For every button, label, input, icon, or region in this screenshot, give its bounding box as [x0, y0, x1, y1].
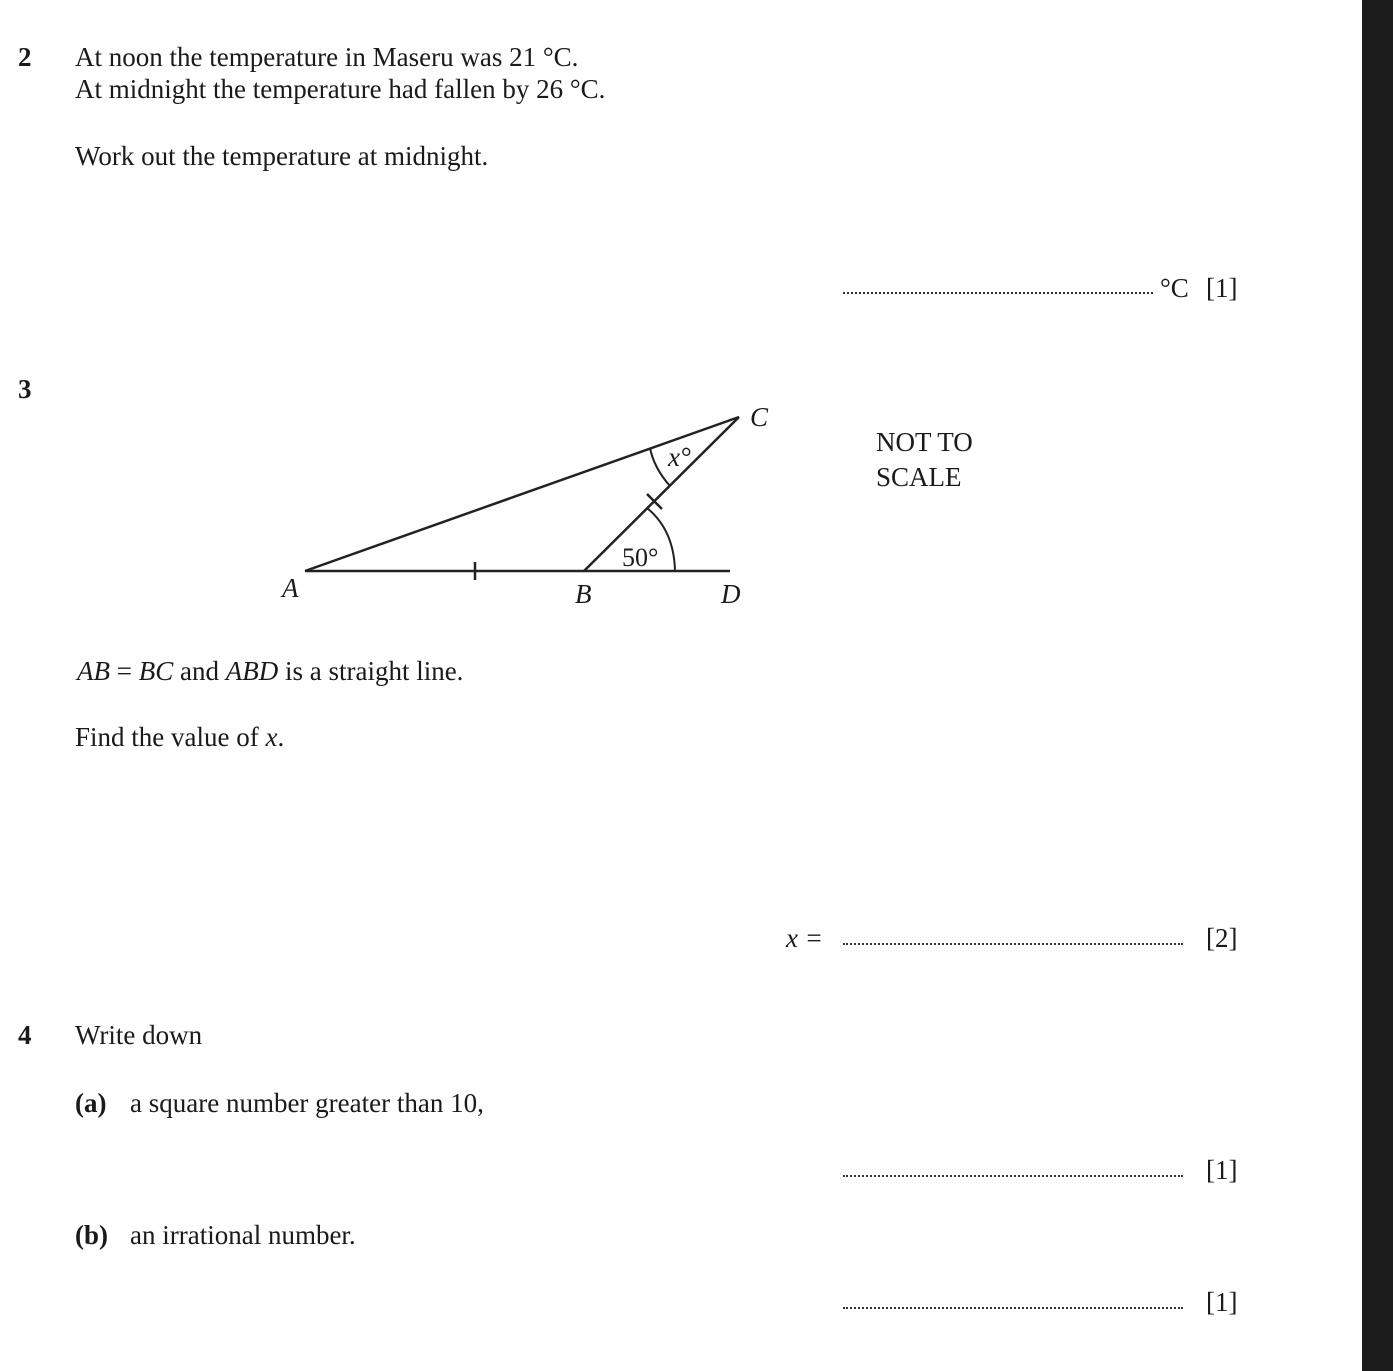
angle-x-label: x°: [668, 442, 691, 472]
not-to-scale-line-1: NOT TO: [876, 427, 973, 457]
question-4b-text: an irrational number.: [130, 1220, 356, 1250]
line-ac: [305, 417, 739, 571]
question-2-answer-line[interactable]: [843, 292, 1153, 294]
question-4a-text: a square number greater than 10,: [130, 1088, 484, 1118]
statement-and: and: [173, 656, 226, 686]
question-3-prompt: [75, 724, 284, 751]
question-2-number: 2: [18, 42, 32, 72]
question-4b-answer-line[interactable]: [843, 1307, 1183, 1309]
question-3-answer-label: x =: [786, 923, 823, 953]
question-3-number: 3: [18, 374, 32, 404]
question-2-line-2: At midnight the temperature had fallen by 26 °C.: [75, 74, 606, 104]
label-d: D: [721, 579, 741, 609]
question-3-answer-line[interactable]: [843, 943, 1183, 945]
question-4-prompt: Write down: [75, 1020, 203, 1050]
question-4a-label: (a): [75, 1088, 107, 1118]
prompt-main: Find the value of: [75, 722, 266, 752]
question-4a-marks: [1]: [1206, 1155, 1238, 1185]
statement-eq: =: [110, 656, 139, 686]
statement-abd: ABD: [225, 656, 279, 686]
question-4a-answer-line[interactable]: [843, 1175, 1183, 1177]
question-2-marks: [1]: [1206, 273, 1238, 303]
angle-50-label: 50°: [622, 543, 659, 572]
label-c: C: [750, 402, 769, 432]
not-to-scale-line-2: SCALE: [876, 462, 962, 492]
prompt-var: x: [265, 722, 278, 752]
question-4-number: 4: [18, 1020, 32, 1050]
statement-rest: is a straight line.: [278, 656, 464, 686]
question-2-unit: °C: [1160, 273, 1189, 303]
question-4b-label: (b): [75, 1220, 108, 1250]
question-2-prompt: Work out the temperature at midnight.: [75, 141, 489, 171]
right-edge-bar: [1362, 0, 1393, 1371]
label-b: B: [575, 579, 592, 609]
label-a: A: [282, 573, 299, 603]
line-bc: [584, 417, 739, 571]
question-2-line-1: At noon the temperature in Maseru was 21 °C.: [75, 42, 579, 72]
statement-bc: BC: [138, 656, 174, 686]
question-3-marks: [2]: [1206, 923, 1238, 953]
prompt-end: .: [277, 722, 285, 752]
question-3-statement: [77, 658, 463, 685]
angle-arc-c: [650, 448, 670, 486]
statement-ab: AB: [77, 656, 110, 686]
question-4b-marks: [1]: [1206, 1287, 1238, 1317]
triangle-diagram: [250, 390, 810, 620]
